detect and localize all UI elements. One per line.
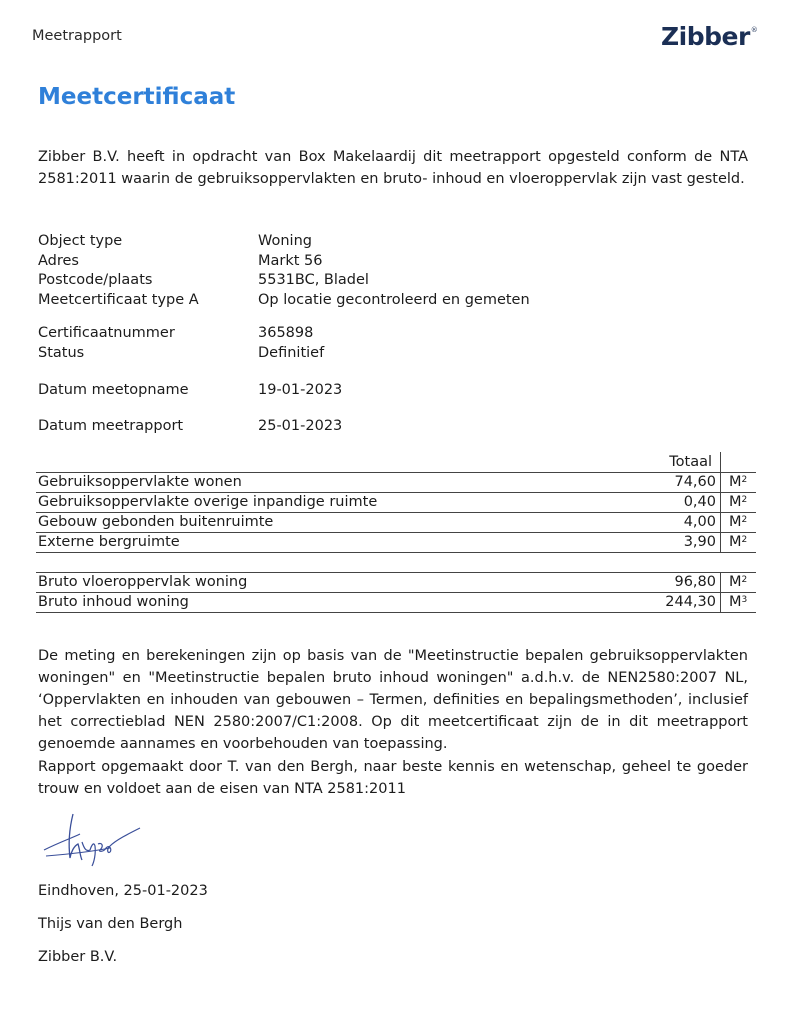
header-label: Meetrapport [32, 28, 122, 44]
info-value: 25-01-2023 [258, 418, 343, 434]
table-row-label: Bruto vloeroppervlak woning [38, 574, 248, 590]
table-row-label: Gebruiksoppervlakte overige inpandige ruimte [38, 494, 378, 510]
info-label: Meetcertificaat type A [38, 291, 199, 308]
table-row-unit [729, 493, 747, 512]
table-row [36, 592, 756, 613]
unit-base: M [729, 534, 742, 550]
logo-text: Zibber [661, 22, 750, 51]
info-label: Datum meetopname [38, 382, 189, 398]
table-row [36, 512, 756, 533]
table-row-unit [729, 593, 747, 612]
table-row-value: 3,90 [683, 534, 716, 550]
info-value: Markt 56 [258, 252, 323, 269]
table-column-divider [720, 493, 721, 513]
logo-registered-mark: ® [750, 26, 758, 34]
unit-exponent: 2 [741, 535, 748, 545]
info-value: 19-01-2023 [258, 382, 343, 398]
table-row-label: Gebruiksoppervlakte wonen [38, 474, 242, 490]
unit-exponent: 2 [741, 475, 748, 485]
info-label: Object type [38, 233, 123, 249]
table-column-divider [720, 533, 721, 553]
unit-base: M [729, 574, 742, 590]
info-label: Adres [38, 252, 79, 269]
table-row-value: 96,80 [674, 574, 716, 590]
table-bottom-line [36, 612, 756, 613]
table-row-unit [729, 533, 747, 552]
table-column-divider [720, 473, 721, 493]
table-row-label: Bruto inhoud woning [38, 594, 189, 610]
table-row-unit [729, 473, 747, 492]
table-row-value: 74,60 [674, 474, 716, 490]
table-divider-line [36, 552, 756, 553]
table-column-divider [720, 593, 721, 613]
table-row [36, 472, 756, 493]
unit-exponent: 2 [741, 495, 748, 505]
place-date: Eindhoven, 25-01-2023 [38, 883, 208, 899]
table-row-unit [729, 573, 747, 592]
unit-base: M [729, 474, 742, 490]
info-label: Datum meetrapport [38, 418, 184, 434]
zibber-logo [661, 22, 757, 51]
intro-paragraph: Zibber B.V. heeft in opdracht van Box Makelaardij dit meetrapport opgesteld conform de NTA 2581:2011 waarin de gebruiksoppervlakten en bruto- inhoud en vloeroppervlak zijn vast gesteld. [38, 149, 748, 187]
info-label: Status [38, 344, 85, 361]
table-header-row [36, 452, 756, 472]
table-row-label: Externe bergruimte [38, 534, 180, 550]
signer-name: Thijs van den Bergh [38, 916, 183, 932]
author-statement-paragraph: Rapport opgemaakt door T. van den Bergh, naar beste kennis en wetenschap, geheel te goeder trouw en voldoet aan de eisen van NTA 2581:2011 [38, 759, 748, 797]
table-row-label: Gebouw gebonden buitenruimte [38, 514, 274, 530]
unit-base: M [729, 514, 742, 530]
unit-exponent: 2 [741, 515, 748, 525]
table-header-total: Totaal [669, 454, 712, 470]
info-label: Postcode/plaats [38, 272, 153, 288]
info-value: Definitief [258, 344, 325, 361]
company-name: Zibber B.V. [38, 949, 118, 965]
info-label: Certificaatnummer [38, 325, 175, 341]
info-value: Op locatie gecontroleerd en gemeten [258, 291, 530, 308]
methodology-paragraph: De meting en berekeningen zijn op basis van de "Meetinstructie bepalen gebruiksoppervlakten woningen" en "Meetinstructie bepalen bruto inhoud woningen" a.d.h.v. de NEN2580:2007 NL, ‘Oppervlakten en inhouden van gebouwen – Termen, definities en bepalingsmethoden’, inclusief het correctieblad NEN 2580:2007/C1:2008. Op dit meetcertificaat zijn de in dit meetrapport genoemde aannames en voorbehouden van toepassing. [38, 648, 748, 752]
info-value: Woning [258, 233, 312, 249]
signature-image [40, 812, 150, 868]
page-title: Meetcertificaat [38, 84, 236, 110]
info-value: 365898 [258, 325, 314, 341]
table-row [36, 492, 756, 513]
unit-base: M [729, 494, 742, 510]
unit-exponent: 3 [741, 595, 748, 605]
table-row-value: 244,30 [665, 594, 716, 610]
table-row-value: 4,00 [683, 514, 716, 530]
table-row-value: 0,40 [683, 494, 716, 510]
table-row [36, 572, 756, 593]
table-row [36, 532, 756, 553]
table-row-unit [729, 513, 747, 532]
info-value: 5531BC, Bladel [258, 272, 369, 288]
unit-exponent: 2 [741, 575, 748, 585]
table-column-divider [720, 513, 721, 533]
unit-base: M [729, 594, 742, 610]
table-column-divider [720, 452, 721, 472]
table-column-divider [720, 573, 721, 593]
